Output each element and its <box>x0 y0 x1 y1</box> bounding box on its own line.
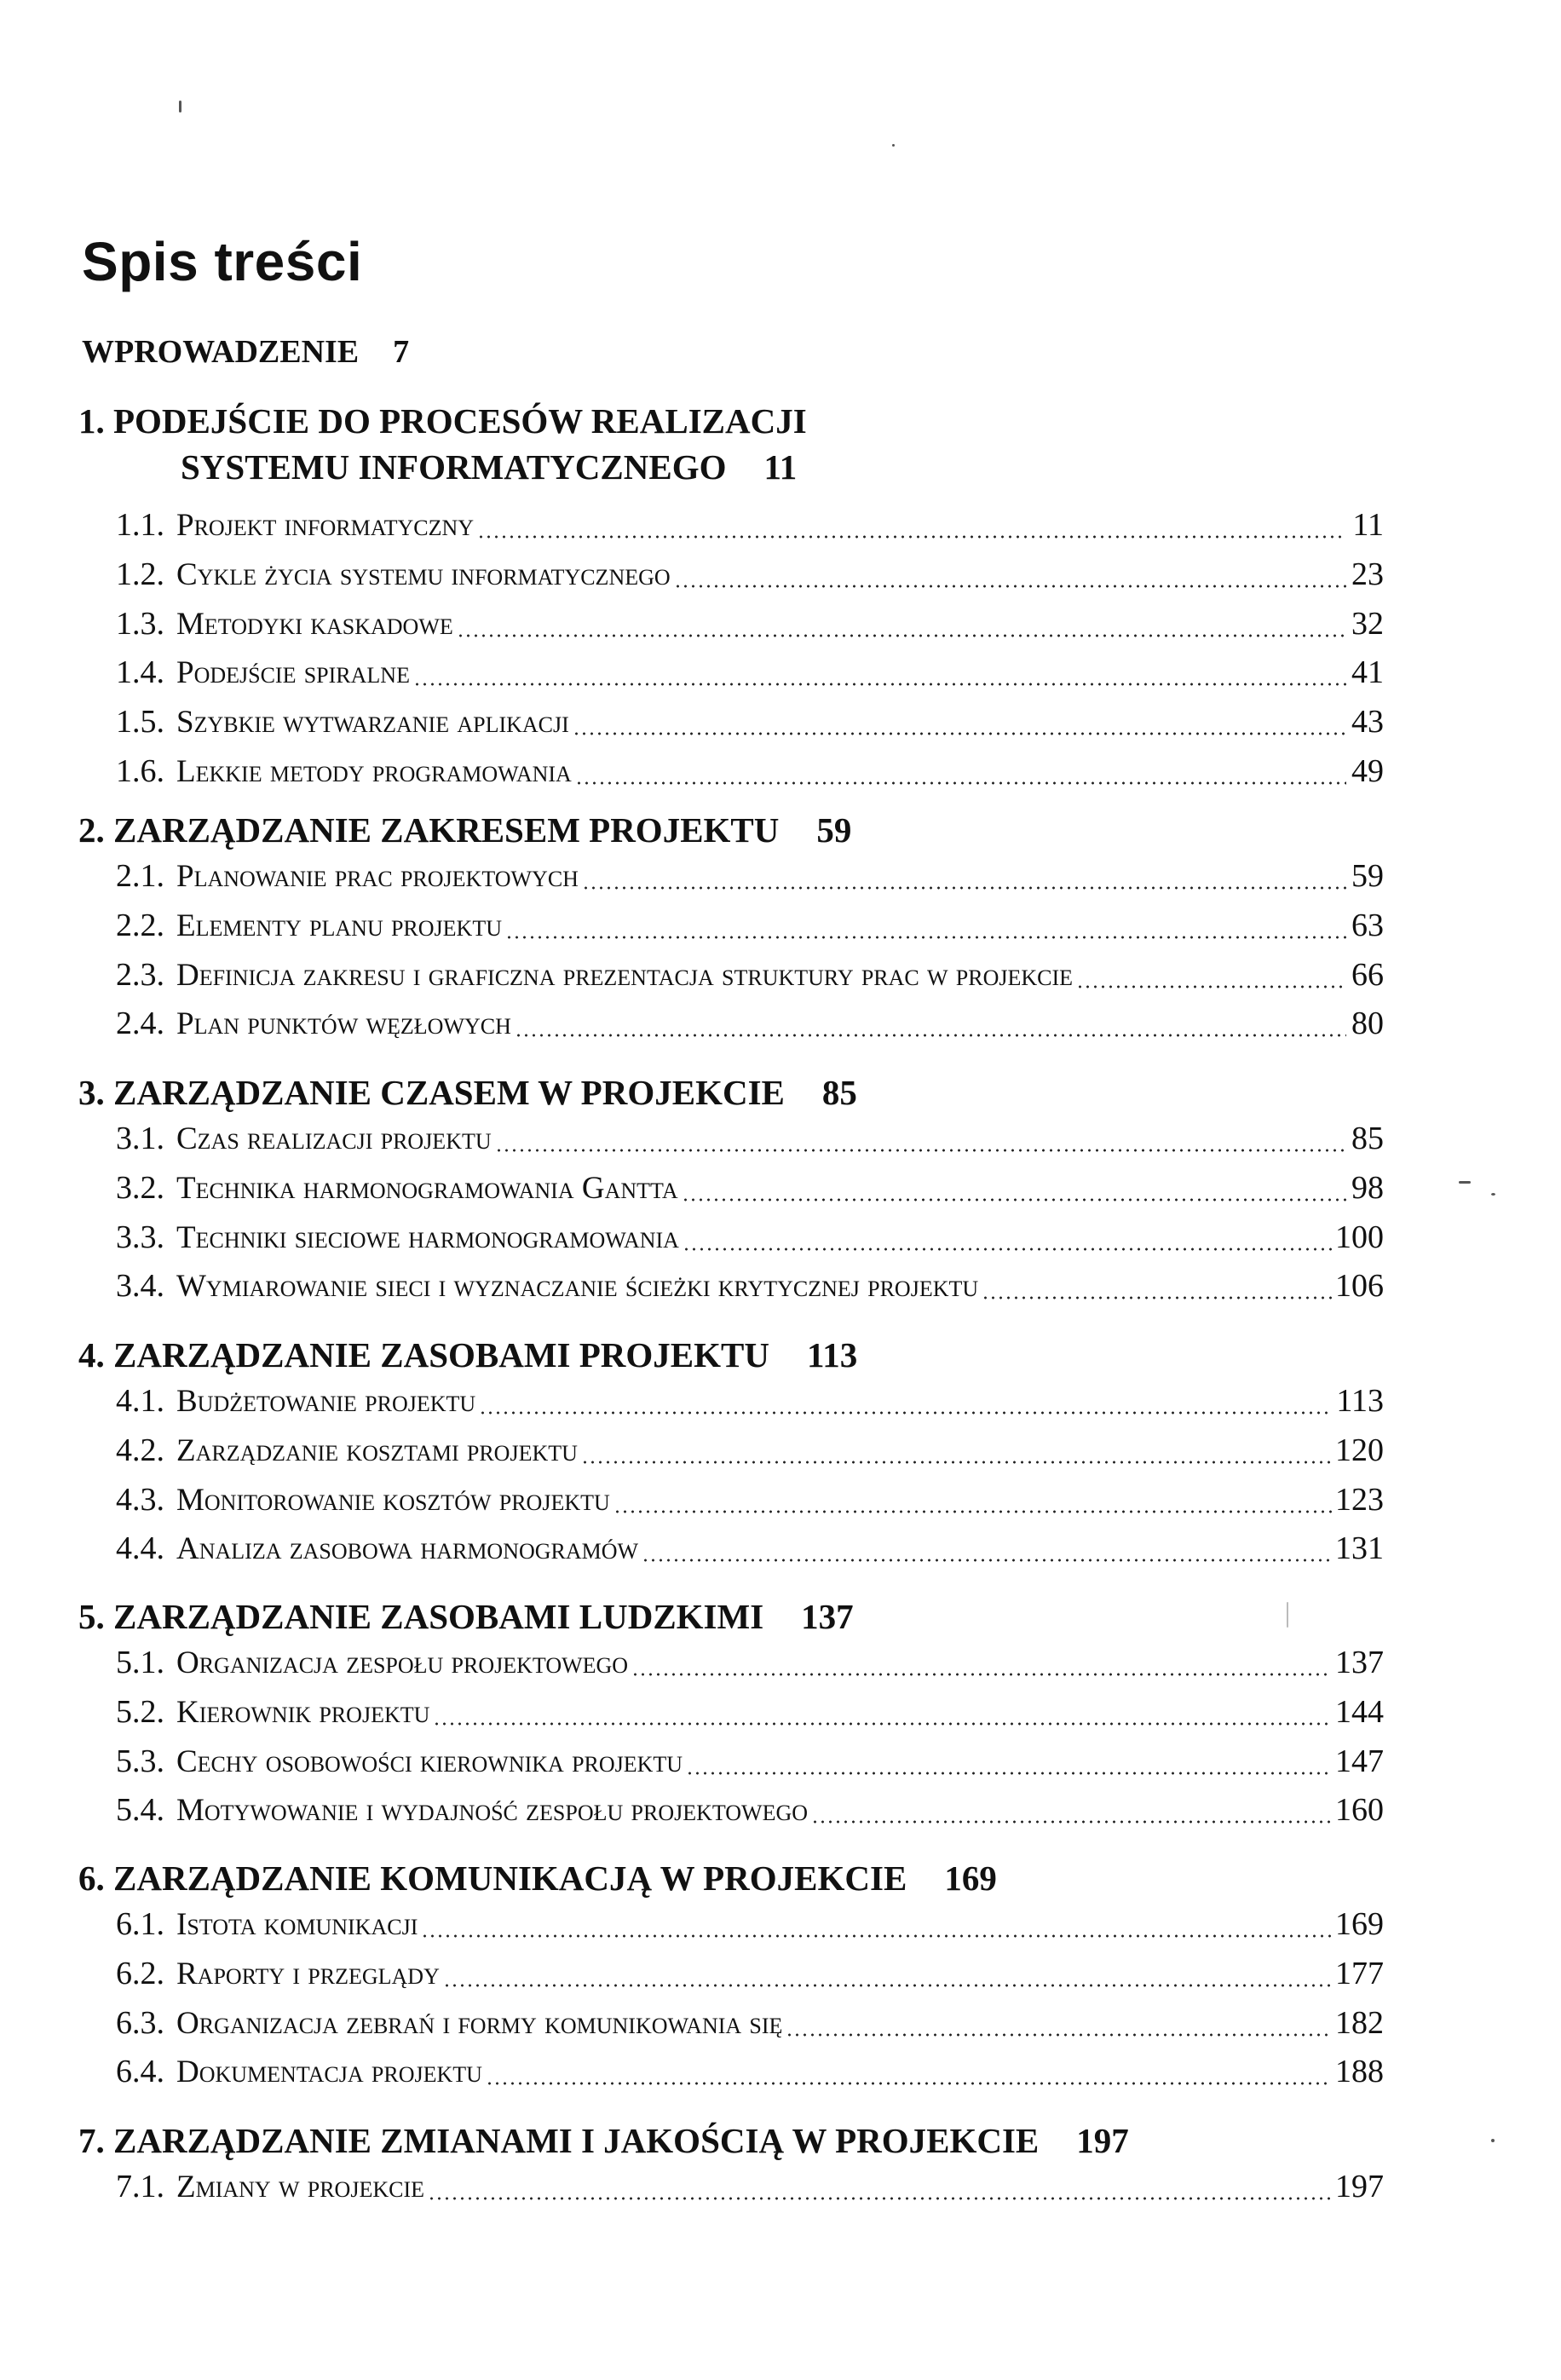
section-title: Elementy planu projektu <box>176 908 502 943</box>
section-page: 137 <box>1335 1645 1384 1680</box>
section-page: 147 <box>1335 1743 1384 1779</box>
toc-entry[interactable] <box>116 1743 1384 1784</box>
section-number: 1.6. <box>116 753 164 789</box>
section-number: 2.2. <box>116 908 164 943</box>
toc-entry[interactable] <box>116 1693 1384 1734</box>
dot-leader <box>686 1772 1332 1775</box>
section-number: 5.2. <box>116 1694 164 1730</box>
chapter-heading[interactable] <box>78 1334 857 1375</box>
section-number: 2.1. <box>116 858 164 894</box>
chapter-title: ZARZĄDZANIE ZASOBAMI LUDZKIMI <box>113 1597 764 1636</box>
section-page: 43 <box>1351 704 1384 740</box>
section-title: Organizacja zebrań i formy komunikowania się <box>176 2006 783 2041</box>
section-number: 6.3. <box>116 2005 164 2041</box>
dot-leader <box>428 2197 1332 2200</box>
section-title: Organizacja zespołu projektowego <box>176 1645 629 1680</box>
section-page: 11 <box>1352 507 1384 543</box>
section-number: 2.4. <box>116 1006 164 1041</box>
toc-entry[interactable] <box>116 506 1384 547</box>
toc-entry[interactable] <box>116 1791 1384 1832</box>
dot-leader <box>479 1411 1333 1415</box>
section-title: Podejście spiralne <box>176 655 410 690</box>
dot-leader <box>1076 985 1346 988</box>
chapter-title-line2 <box>78 447 807 487</box>
chapter-heading[interactable] <box>78 810 851 850</box>
dot-leader <box>683 1248 1332 1251</box>
chapter-page: 113 <box>807 1335 858 1374</box>
section-page: 80 <box>1351 1006 1384 1041</box>
toc-entry[interactable] <box>116 1432 1384 1472</box>
section-title: Kierownik projektu <box>176 1695 430 1730</box>
section-page: 100 <box>1335 1219 1384 1255</box>
toc-entry[interactable] <box>116 703 1384 744</box>
section-number: 1.2. <box>116 556 164 592</box>
section-number: 5.1. <box>116 1645 164 1680</box>
toc-entry[interactable] <box>116 1169 1384 1210</box>
section-page: 63 <box>1351 908 1384 943</box>
chapter-title: ZARZĄDZANIE ZMIANAMI I JAKOŚCIĄ W PROJEKCIE <box>113 2121 1040 2160</box>
toc-entry[interactable] <box>116 1005 1384 1046</box>
toc-entry[interactable] <box>116 1382 1384 1423</box>
section-title: Zmiany w projekcie <box>176 2170 424 2204</box>
section-number: 1.3. <box>116 606 164 642</box>
section-title: Cykle życia systemu informatycznego <box>176 557 671 592</box>
chapter-title: ZARZĄDZANIE ZAKRESEM PROJEKTU <box>113 810 780 850</box>
section-page: 188 <box>1335 2054 1384 2089</box>
chapter-heading[interactable] <box>78 1072 857 1113</box>
section-page: 85 <box>1351 1121 1384 1156</box>
section-number: 4.1. <box>116 1383 164 1419</box>
section-title: Techniki sieciowe harmonogramowania <box>176 1220 679 1255</box>
dot-leader <box>457 634 1346 637</box>
toc-entry[interactable] <box>116 2004 1384 2045</box>
dot-leader <box>674 585 1346 588</box>
section-page: 144 <box>1335 1694 1384 1730</box>
section-page: 113 <box>1336 1383 1384 1419</box>
intro-page: 7 <box>393 334 410 370</box>
section-title: Czas realizacji projektu <box>176 1121 492 1156</box>
chapter-page: 85 <box>821 1073 857 1112</box>
section-title: Lekkie metody programowania <box>176 754 572 789</box>
chapter-title: PODEJŚCIE DO PROCESÓW REALIZACJI <box>113 401 807 441</box>
section-title: Plan punktów węzłowych <box>176 1006 511 1041</box>
chapter-number: 4. <box>78 1335 105 1374</box>
section-title: Metodyki kaskadowe <box>176 607 453 642</box>
toc-entry[interactable] <box>116 752 1384 793</box>
section-page: 123 <box>1335 1482 1384 1518</box>
section-title: Definicja zakresu i graficzna prezentacja struktury prac w projekcie <box>176 958 1074 993</box>
section-page: 177 <box>1335 1956 1384 1991</box>
dot-leader <box>573 732 1346 735</box>
toc-entry[interactable] <box>116 857 1384 898</box>
dot-leader <box>477 535 1346 539</box>
toc-entry[interactable] <box>116 2053 1384 2094</box>
dot-leader <box>613 1510 1332 1513</box>
scan-speck <box>179 101 181 112</box>
dot-leader <box>433 1722 1332 1726</box>
section-title: Zarządzanie kosztami projektu <box>176 1433 578 1468</box>
section-page: 182 <box>1335 2005 1384 2041</box>
chapter-heading[interactable] <box>78 2120 1129 2161</box>
section-page: 169 <box>1335 1906 1384 1942</box>
chapter-heading[interactable] <box>78 401 807 487</box>
section-page: 120 <box>1335 1432 1384 1468</box>
section-title: Dokumentacja projektu <box>176 2054 482 2089</box>
section-page: 106 <box>1335 1268 1384 1304</box>
dot-leader <box>443 1984 1332 1987</box>
dot-leader <box>631 1673 1332 1676</box>
chapter-number: 7. <box>78 2121 105 2160</box>
section-title: Technika harmonogramowania Gantta <box>176 1171 678 1206</box>
section-title: Budżetowanie projektu <box>176 1384 476 1419</box>
chapter-heading[interactable] <box>78 1596 854 1637</box>
section-number: 6.1. <box>116 1906 164 1942</box>
dot-leader <box>486 2082 1332 2085</box>
toc-intro <box>82 333 409 371</box>
chapter-title-continued: SYSTEMU INFORMATYCZNEGO <box>181 447 727 487</box>
section-page: 66 <box>1351 957 1384 993</box>
chapter-page: 11 <box>763 447 798 487</box>
section-title: Raporty i przeglądy <box>176 1956 440 1991</box>
toc-entry[interactable] <box>116 605 1384 646</box>
section-number: 4.2. <box>116 1432 164 1468</box>
dot-leader <box>505 936 1346 939</box>
section-number: 3.1. <box>116 1121 164 1156</box>
scan-speck <box>1491 2139 1495 2142</box>
section-number: 4.4. <box>116 1530 164 1566</box>
scan-speck <box>892 144 895 147</box>
section-number: 7.1. <box>116 2169 164 2204</box>
toc-entry[interactable] <box>116 1120 1384 1161</box>
section-number: 6.2. <box>116 1956 164 1991</box>
section-title: Cechy osobowości kierownika projektu <box>176 1744 683 1779</box>
section-title: Istota komunikacji <box>176 1907 418 1942</box>
chapter-page: 137 <box>801 1597 854 1636</box>
toc-entry[interactable] <box>116 654 1384 694</box>
toc-entry[interactable] <box>116 556 1384 596</box>
chapter-number: 5. <box>78 1597 105 1636</box>
toc-entry[interactable] <box>116 907 1384 948</box>
section-number: 1.5. <box>116 704 164 740</box>
section-title: Analiza zasobowa harmonogramów <box>176 1531 639 1566</box>
section-page: 49 <box>1351 753 1384 789</box>
toc-entry[interactable] <box>116 1219 1384 1259</box>
section-title: Motywowanie i wydajność zespołu projektowego <box>176 1793 809 1828</box>
toc-entry[interactable] <box>116 1644 1384 1685</box>
dot-leader <box>515 1034 1346 1037</box>
section-number: 3.3. <box>116 1219 164 1255</box>
scan-speck <box>1459 1181 1471 1184</box>
section-page: 131 <box>1335 1530 1384 1566</box>
section-number: 5.4. <box>116 1792 164 1828</box>
section-title: Projekt informatyczny <box>176 508 475 543</box>
section-page: 59 <box>1351 858 1384 894</box>
section-number: 5.3. <box>116 1743 164 1779</box>
section-page: 160 <box>1335 1792 1384 1828</box>
section-number: 1.4. <box>116 654 164 690</box>
toc-entry[interactable] <box>116 2168 1384 2209</box>
chapter-number: 3. <box>78 1073 105 1112</box>
dot-leader <box>642 1559 1332 1562</box>
dot-leader <box>575 781 1346 785</box>
page-title: Spis treści <box>82 231 363 292</box>
toc-entry[interactable] <box>116 1267 1384 1308</box>
section-title: Szybkie wytwarzanie aplikacji <box>176 705 569 740</box>
section-number: 1.1. <box>116 507 164 543</box>
chapter-page: 59 <box>816 810 852 850</box>
toc-entry[interactable] <box>116 1530 1384 1570</box>
chapter-number: 6. <box>78 1858 105 1898</box>
chapter-number: 2. <box>78 810 105 850</box>
toc-entry[interactable] <box>116 1955 1384 1996</box>
dot-leader <box>495 1149 1346 1152</box>
dot-leader <box>582 886 1346 890</box>
dot-leader <box>811 1820 1332 1824</box>
chapter-title: ZARZĄDZANIE KOMUNIKACJĄ W PROJEKCIE <box>113 1858 907 1898</box>
chapter-heading[interactable] <box>78 1858 997 1899</box>
scan-speck <box>1491 1193 1495 1196</box>
toc-entry[interactable] <box>116 1481 1384 1522</box>
chapter-title: ZARZĄDZANIE ZASOBAMI PROJEKTU <box>113 1335 769 1374</box>
section-title: Wymiarowanie sieci i wyznaczanie ścieżki krytycznej projektu <box>176 1269 979 1304</box>
section-page: 98 <box>1351 1170 1384 1206</box>
dot-leader <box>421 1934 1332 1938</box>
section-number: 2.3. <box>116 957 164 993</box>
section-page: 23 <box>1351 556 1384 592</box>
dot-leader <box>786 2033 1332 2037</box>
section-title: Planowanie prac projektowych <box>176 859 579 894</box>
section-number: 4.3. <box>116 1482 164 1518</box>
section-number: 3.4. <box>116 1268 164 1304</box>
toc-entry[interactable] <box>116 956 1384 997</box>
toc-entry[interactable] <box>116 1905 1384 1946</box>
chapter-page: 197 <box>1076 2121 1129 2160</box>
dot-leader <box>581 1461 1332 1464</box>
chapter-page: 169 <box>944 1858 997 1898</box>
chapter-number: 1. <box>78 401 105 441</box>
section-number: 6.4. <box>116 2054 164 2089</box>
section-page: 41 <box>1351 654 1384 690</box>
section-page: 32 <box>1351 606 1384 642</box>
section-page: 197 <box>1335 2169 1384 2204</box>
chapter-title: ZARZĄDZANIE CZASEM W PROJEKCIE <box>113 1073 785 1112</box>
dot-leader <box>982 1296 1332 1299</box>
dot-leader <box>413 683 1346 686</box>
intro-label: WPROWADZENIE <box>82 334 360 370</box>
dot-leader <box>682 1198 1346 1202</box>
scan-speck <box>1287 1602 1288 1628</box>
section-number: 3.2. <box>116 1170 164 1206</box>
section-title: Monitorowanie kosztów projektu <box>176 1483 610 1518</box>
